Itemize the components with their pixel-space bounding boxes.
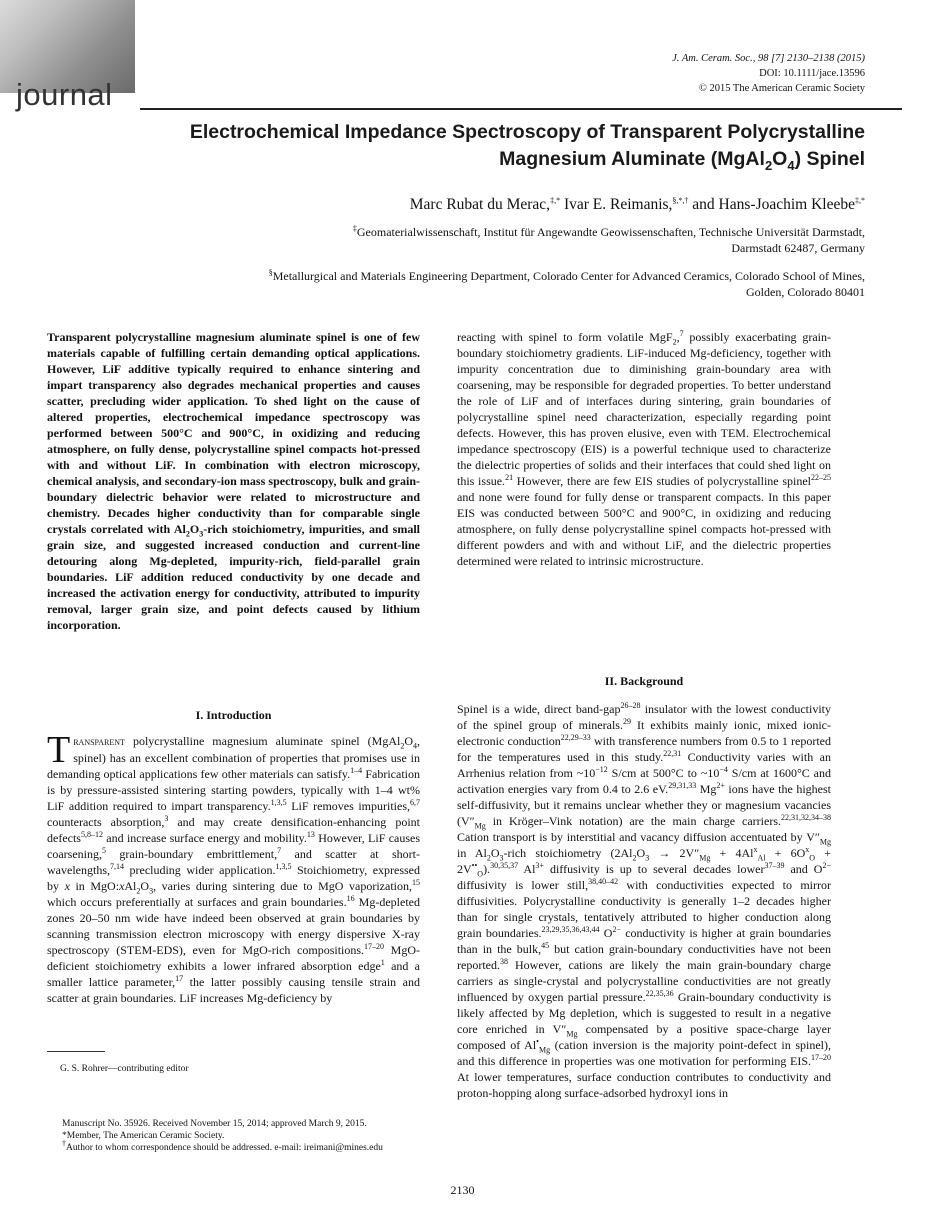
copyright: © 2015 The American Ceramic Society: [698, 83, 865, 94]
citation: J. Am. Ceram. Soc., 98 [7] 2130–2138 (2015): [672, 53, 865, 64]
background-section: [457, 673, 831, 1101]
footnote-rule: [47, 1051, 105, 1052]
footnotes: [62, 1118, 432, 1154]
manuscript-note: Manuscript No. 35926. Received November 15, 2014; approved March 9, 2015.: [62, 1119, 367, 1129]
page-number: 2130: [450, 1183, 475, 1197]
affiliation-1: ‡Geomaterialwissenschaft, Institut für Angewandte Geowissenschaften, Technische Universität Darmstadt, Darmstadt 62487, Germany: [352, 224, 865, 255]
member-note: *Member, The American Ceramic Society.: [62, 1131, 225, 1141]
abstract: Transparent polycrystalline magnesium aluminate spinel is one of few materials capable of fulfilling certain demanding optical applications. However, LiF additive typically required to enhance sintering and impart transparency also degrades mechanical properties and causes scatter, precluding wider application. To shed light on the cause of altered properties, electrochemical impedance spectroscopy was performed between 500°C and 900°C, in oxidizing and reducing atmosphere, on fully dense, polycrystalline spinel compacts hot-pressed with and without LiF. In combination with electron microscopy, chemical analysis, and secondary-ion mass spectroscopy, bulk and grain-boundary dielectric behavior were related to microstructure and chemistry. Decades higher conductivity than for comparable single crystals correlated with $Al_2O_3$-rich stoichiometry, impurities, and small grain size, and suggested increased conduction and current-line detouring along Mg-depleted, impurity-rich, field-parallel grain boundaries. LiF addition reduced conductivity by one decade and increased the activation energy for conductivity, attributed to impurity removal, larger grain size, and point defects caused by lithium incorporation.: [47, 330, 420, 632]
editor-note: G. S. Rohrer—contributing editor: [60, 1064, 189, 1074]
header-rule: [140, 108, 902, 110]
background-heading: II. Background: [604, 674, 684, 688]
background-paragraph: Spinel is a wide, direct band-gap$^{26-28}$ insulator with the lowest conductivity of the spinel group of minerals.$^{29}$ It exhibits mainly ionic, mixed ionic-electronic conduction$^{22,29-33}$ with transference numbers from 0.5 to 1 reported for the temperatures used in this study.$^{22,31}$ Conductivity varies with an Arrhenius relation from $\sim 10^{-12}$ S/cm at 500°C to $\sim 10^{-4}$ S/cm at 1600°C and activation energies vary from 0.4 to 2.6 eV.$^{29,31,33}$ $Mg^{2+}$ ions have the highest self-diffusivity, but it remains unclear whether they or magnesium vacancies ($V''_{Mg}$ in Kröger–Vink notation) are the main charge carriers.$^{22,31,32,34-38}$ Cation transport is by interstitial and vacancy diffusion accentuated by $V''_{Mg}$ in $Al_2O_3$-rich stoichiometry $(2Al_2O_3 \to 2V''_{Mg} + 4Al^x_{Al} + 6O^x_O + 2V^{••}_O).^{30,35,37}$ $Al^{3+}$ diffusivity is up to several decades lower$^{37-39}$ and $O^{2-}$ diffusivity is lower still,$^{38,40-42}$ with conductivities expected to mirror diffusivities. Polycrystalline conductivity is generally 1–2 decades higher than for single crystals, tentatively attributed to higher conduction along grain boundaries.$^{23,29,35,36,43,44}$ $O^{2-}$ conductivity is higher at grain boundaries than in the bulk,$^{45}$ but cation grain-boundary conductivities have not been reported.$^{38}$ However, cations are likely the main grain-boundary charge carriers as single-crystal and polycrystalline conductivities are not greatly influenced by oxygen partial pressure.$^{22,35,36}$ Grain-boundary conductivity is likely affected by Mg depletion, which is suggested to result in a negative core enriched in $V''_{Mg}$ compensated by a positive space-charge layer composed of $Al^•_{Mg}$ (cation inversion is the majority point-defect in spinel), and this difference in properties was one motivation for performing EIS.$^{17-20}$ At lower temperatures, surface conduction contributes to conductivity and proton-hopping along surface-adsorbed hydroxyl ions in: [457, 701, 832, 1100]
citation-block: [485, 51, 865, 96]
corresponding-author-note: †Author to whom correspondence should be addressed. e-mail: ireimani@mines.edu: [62, 1138, 383, 1153]
introduction-section: [47, 707, 420, 1006]
author-list: Marc Rubat du Merac,‡,* Ivar E. Reimanis,§,*,† and Hans-Joachim Kleebe‡,*: [409, 195, 865, 213]
drop-cap: T: [47, 729, 71, 771]
intro-heading: I. Introduction: [195, 708, 272, 722]
doi: DOI: 10.1111/jace.13596: [759, 68, 865, 79]
intro-paragraph: Transparent polycrystalline magnesium aluminate spinel ($MgAl_2O_4$, spinel) has an excellent combination of properties that promises use in demanding optical applications few other materials can satisfy.$^{1-4}$ Fabrication is by pressure-assisted sintering starting powders, typically with 1–4 wt% LiF addition required to impart transparency.$^{1,3,5}$ LiF removes impurities,$^{6,7}$ counteracts absorption,$^3$ and may create densification-enhancing point defects$^{5,8-12}$ and increase surface energy and mobility.$^{13}$ However, LiF causes coarsening,$^5$ grain-boundary embrittlement,$^7$ and scatter at short-wavelengths,$^{7,14}$ precluding wider application.$^{1,3,5}$ Stoichiometry, expressed by x in $MgO:xAl_2O_3$, varies during sintering due to MgO vaporization,$^{15}$ which occurs preferentially at surfaces and grain boundaries.$^{16}$ Mg-depleted zones 20–50 nm wide have indeed been observed at grain boundaries by scanning transmission electron microscopy with energy dispersive X-ray spectroscopy (STEM-EDS), even for MgO-rich compositions.$^{17-20}$ MgO-deficient stoichiometry exhibits a lower infrared absorption edge$^1$ and a smaller lattice parameter,$^{17}$ the latter possibly causing tensile strain and scatter at grain boundaries. LiF increases Mg-deficiency by: [47, 729, 421, 1005]
article-title: Electrochemical Impedance Spectroscopy of Transparent Polycrystalline Magnesium Aluminate $(MgAl_2O_4)$ Spinel: [189, 121, 865, 173]
affiliation-2: §Metallurgical and Materials Engineering Department, Colorado Center for Advanced Ceramics, Colorado School of Mines, Golden, Colorado 80401: [268, 268, 865, 299]
right-column-continuation: reacting with spinel to form volatile MgF$_2$,$^7$ possibly exacerbating grain-boundary stoichiometry gradients. LiF-induced Mg-deficiency, together with impurity concentration due to diminishing grain-boundary area with coarsening, may be responsible for degraded properties. To better understand the role of LiF and of interfaces during sintering, grain boundaries of polycrystalline spinel need characterization, especially regarding point defects. However, this has proven elusive, even with TEM. Electrochemical impedance spectroscopy (EIS) is a powerful technique used to characterize the dielectric properties of solids and their interfaces that could shed light on this issue.$^{21}$ However, there are few EIS studies of polycrystalline spinel$^{22-25}$ and none were found for fully dense or transparent compacts. In this paper EIS was conducted between 500°C and 900°C, in oxidizing and reducing atmosphere, on fully dense polycrystalline spinel compacts hot-pressed with different powders and with and without LiF, and the dielectric properties determined were related to intrinsic microstructure.: [457, 329, 831, 568]
journal-logo-text: journal: [16, 77, 113, 112]
